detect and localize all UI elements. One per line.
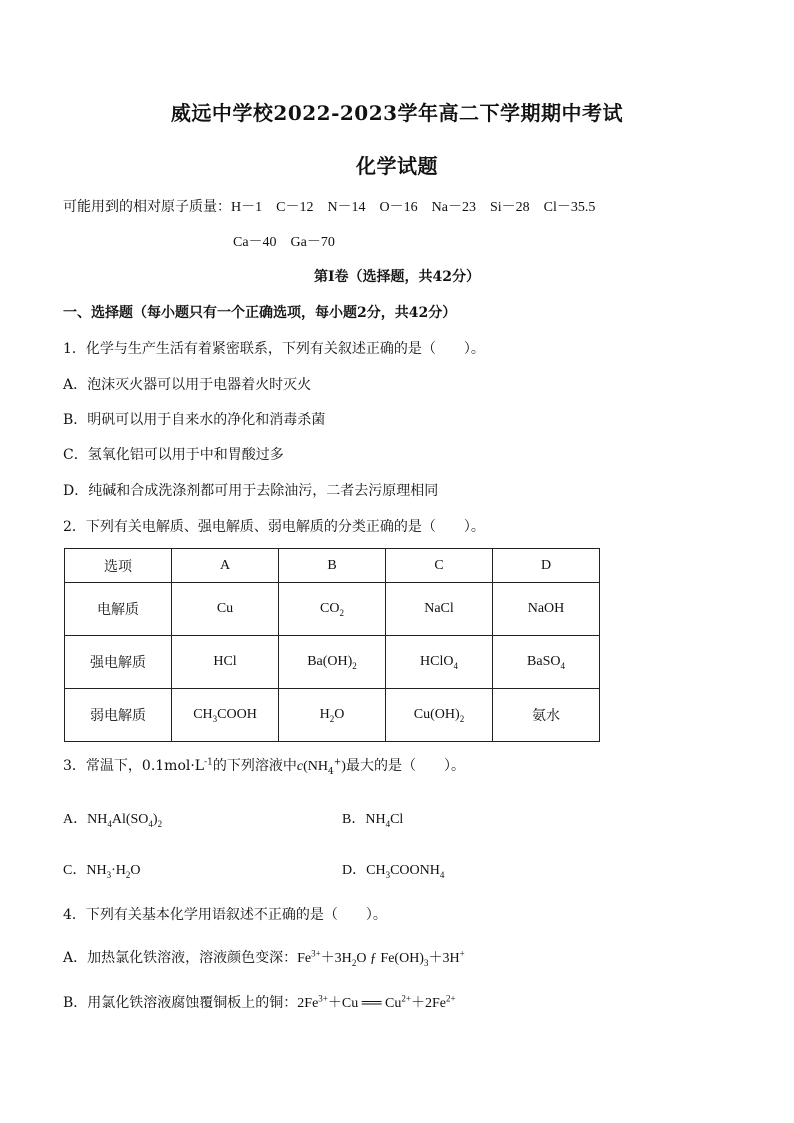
classification-table: [64, 548, 600, 742]
question-4-stem: 4．下列有关基本化学用语叙述不正确的是（ ）。: [63, 907, 387, 923]
exam-subtitle: 化学试题: [356, 154, 438, 178]
formula-subscript: 2: [351, 957, 357, 968]
table-cell: [279, 636, 386, 689]
atomic-mass-values-1: H－1 C－12 N－14 O－16 Na－23 Si－28 Cl－35.5: [231, 200, 596, 215]
formula-subscript: 2: [125, 869, 131, 880]
exam-title: 威远中学校2022-2023学年高二下学期期中考试: [170, 101, 624, 125]
table-cell: [386, 689, 493, 742]
formula-superscript: 2+: [401, 993, 411, 1004]
formula-superscript: 3+: [311, 948, 321, 959]
option-text: A．加热氯化铁溶液，溶液颜色变深：: [63, 950, 298, 966]
formula-text: Al(SO: [111, 812, 149, 827]
formula-text: CH: [193, 706, 213, 722]
table-header-row: [65, 549, 600, 583]
formula-text: (NH: [303, 759, 328, 774]
formula-subscript: 2: [459, 713, 465, 724]
question-4-option-b: [63, 992, 456, 1012]
formula-text: ＋2Fe: [410, 996, 446, 1011]
table-cell: Cu: [172, 583, 279, 636]
formula-subscript: 4: [148, 818, 153, 829]
equation: [297, 948, 465, 968]
row-label: 强电解质: [65, 636, 172, 689]
formula-text: ): [341, 759, 346, 774]
formula-text: B．NH: [342, 812, 386, 827]
question-1-option-c: C．氢氧化铝可以用于中和胃酸过多: [63, 447, 284, 463]
formula-subscript: 4: [107, 818, 112, 829]
table-header-cell: 选项: [65, 549, 172, 583]
formula-text: Ba(OH): [307, 653, 353, 669]
equation: [297, 993, 456, 1011]
formula-text: Fe: [297, 951, 312, 966]
table-row: [65, 689, 600, 742]
formula-text: ): [152, 812, 158, 827]
formula-subscript: 2: [157, 818, 163, 829]
question-4-option-a: [63, 947, 465, 968]
question-3-option-a: [63, 808, 162, 829]
formula-subscript: 3: [423, 957, 429, 968]
formula-subscript: 4: [453, 660, 458, 671]
formula-text: D．CH: [342, 863, 386, 878]
formula-text: H: [319, 706, 330, 722]
table-cell: [279, 583, 386, 636]
table-row: [65, 583, 600, 636]
stem-text: 最大的是（ ）。: [345, 758, 465, 774]
section-heading: 一、选择题（每小题只有一个正确选项，每小题2分，共42分）: [63, 305, 457, 321]
formula-subscript: 4: [439, 869, 445, 880]
row-label: 电解质: [65, 583, 172, 636]
formula-text: C．NH: [63, 863, 107, 878]
formula-subscript: 3: [106, 869, 112, 880]
formula-superscript: 3+: [318, 993, 328, 1004]
question-1-option-b: B．明矾可以用于自来水的净化和消毒杀菌: [63, 412, 326, 428]
formula-text: HClO: [420, 653, 454, 669]
formula-subscript: 3: [385, 869, 391, 880]
formula-text: O: [334, 706, 345, 722]
table-cell: [172, 689, 279, 742]
table-cell: NaOH: [493, 583, 600, 636]
formula-subscript: 2: [339, 607, 344, 618]
stem-text: 的下列溶液中: [212, 758, 297, 774]
table-cell: NaCl: [386, 583, 493, 636]
formula-text: COOH: [217, 706, 257, 722]
formula-superscript: +: [459, 948, 465, 959]
table-cell: [386, 636, 493, 689]
formula-text: COONH: [390, 863, 440, 878]
formula-subscript: 4: [385, 818, 391, 829]
formula-text: CO: [320, 600, 340, 616]
table-cell: [493, 636, 600, 689]
question-3-option-b: [342, 808, 403, 829]
concentration-symbol: c: [296, 759, 304, 774]
formula-text: A．NH: [63, 812, 108, 827]
formula-subscript: 4: [328, 766, 334, 777]
row-label: 弱电解质: [65, 689, 172, 742]
atomic-mass-label: 可能用到的相对原子质量：: [63, 199, 231, 215]
formula-text: O: [130, 863, 141, 878]
formula-subscript: 2: [329, 713, 335, 724]
superscript: -1: [204, 757, 213, 768]
volume-heading: 第Ⅰ卷（选择题，共42分）: [313, 269, 481, 285]
question-3-option-d: [342, 859, 444, 880]
question-3-option-c: [63, 859, 140, 880]
formula-text: ＋3H: [428, 951, 460, 966]
atomic-mass-values-2: Ca－40 Ga－70: [233, 235, 335, 250]
table-cell: HCl: [172, 636, 279, 689]
formula-subscript: 4: [560, 660, 565, 671]
formula-subscript: 2: [352, 660, 357, 671]
formula-superscript: 2+: [445, 993, 456, 1004]
option-text: B．用氯化铁溶液腐蚀覆铜板上的铜：: [63, 995, 298, 1011]
table-header-cell: A: [172, 549, 279, 583]
formula-text: ·H: [111, 863, 126, 878]
table-header-cell: B: [279, 549, 386, 583]
formula-text: Cl: [390, 812, 404, 827]
table-cell: [279, 689, 386, 742]
table-row: [65, 636, 600, 689]
question-1-option-d: D．纯碱和合成洗涤剂都可用于去除油污，二者去污原理相同: [63, 483, 439, 499]
formula-superscript: +: [333, 757, 342, 768]
formula-subscript: 3: [212, 713, 218, 724]
question-1-stem: 1．化学与生产生活有着紧密联系，下列有关叙述正确的是（ ）。: [63, 341, 485, 357]
atomic-mass-line: [63, 196, 595, 216]
question-3-stem: [63, 755, 465, 777]
table-cell: 氨水: [493, 689, 600, 742]
formula-text: Cu(OH): [413, 706, 460, 722]
formula-text: BaSO: [527, 653, 561, 669]
question-1-option-a: A．泡沫灭火器可以用于电器着火时灭火: [63, 377, 312, 393]
formula-text: ＋3H: [320, 951, 352, 966]
formula-text: 2Fe: [297, 996, 319, 1011]
formula-text: ＋Cu ══ Cu: [327, 996, 402, 1011]
question-2-stem: 2．下列有关电解质、强电解质、弱电解质的分类正确的是（ ）。: [63, 519, 485, 535]
table-header-cell: C: [386, 549, 493, 583]
stem-text: 3．常温下，0.1mol·L: [63, 758, 205, 774]
table-header-cell: D: [493, 549, 600, 583]
formula-text: O ƒ Fe(OH): [356, 951, 424, 966]
